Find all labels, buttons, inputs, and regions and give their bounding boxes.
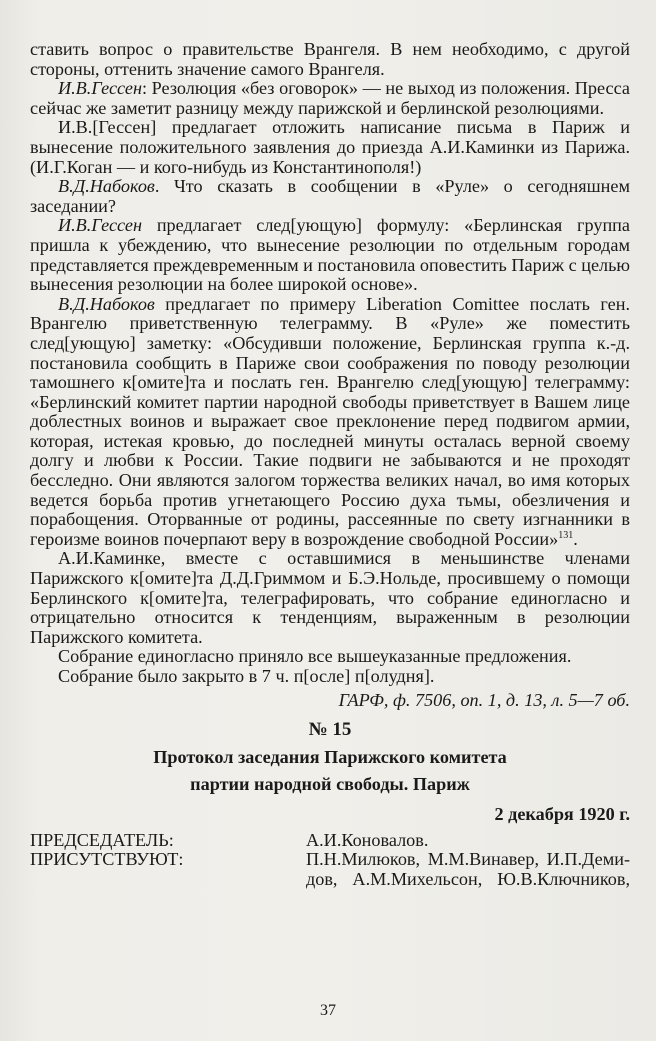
document-body [30, 40, 630, 889]
paragraph-text: предлагает по примеру Liberation Comittee послать ген. Врангелю приветственную телеграмму. В «Руле» же поместить след[ующую] заметку: «Обсудивши положение, Берлинская группа к.-д. постановила сообщить в Париже свои соображения по поводу резолюции тамошнего к[омите]та и послать ген. Врангелю след[ующую] телеграмму: «Берлинский комитет партии народной свободы приветствует в Вашем лице доблестных воинов и выражает свое преклонение перед подвигом армии, которая, истекая кровью, до последней минуты осталась верной своему долгу и любви к России. Такие подвиги не забываются и не проходят бесследно. Они являются залогом торжества великих начал, во имя которых ведется борьба против угнетающего Россию духа тьмы, обезличения и порабощения. Оторванные от родины, рассеянные по свету изгнанники в героизме воинов почерпают веру в возрождение свободной России» [30, 293, 630, 549]
paragraph-text: предлагает след[ующую] формулу: «Берлинская группа пришла к убеждению, что вынесение резолюции по отдельным городам представляется преждевременным и постановила оповестить Париж с целью вынесения резолюции на более широкой основе». [30, 215, 630, 295]
chairman-label: ПРЕДСЕДАТЕЛЬ: [30, 829, 174, 850]
chairman-row [30, 831, 630, 851]
paragraph-8: Собрание единогласно приняло все вышеуказанные предложения. [58, 646, 572, 667]
paragraph-6: В.Д.Набоков предлагает по примеру Liberation Comittee послать ген. Врангелю приветственную телеграмму. В «Руле» же поместить след[ующую] заметку: «Обсудивши положение, Берлинская группа к.-д. постановила сообщить в Париже свои соображения по поводу резолюции тамошнего к[омите]та и послать ген. Врангелю след[ующую] телеграмму: «Берлинский комитет партии народной свободы приветствует в Вашем лице доблестных воинов и выражает свое преклонение перед подвигом армии, которая, истекая кровью, до последней минуты осталась верной своему долгу и любви к России. Такие подвиги не забываются и не проходят бесследно. Они являются залогом торжества великих начал, во имя которых ведется борьба против угнетающего Россию духа тьмы, обезличения и порабощения. Оторванные от родины, рассеянные по свету изгнанники в героизме воинов почерпают веру в возрождение свободной России»$^{131}$. [30, 293, 630, 549]
speaker-name: И.В.Гессен [58, 215, 142, 236]
present-row-2 [30, 870, 630, 890]
present-row [30, 850, 630, 870]
document-date: 2 декабря 1920 г. [494, 803, 630, 824]
paragraph-3: И.В.[Гессен] предлагает отложить написание письма в Париж и вынесение положительного заявления до приезда А.И.Каминки из Парижа. (И.Г.Коган — и кого-нибудь из Константинополя!) [30, 117, 630, 177]
speaker-name: И.В.Гессен [58, 78, 142, 99]
document-title-line-1: Протокол заседания Парижского комитета [153, 746, 507, 767]
paragraph-5 [30, 216, 630, 294]
chairman-value: А.И.Коновалов. [306, 829, 429, 850]
paragraph-7: А.И.Каминке, вместе с оставшимися в меньшинстве членами Парижского к[омите]та Д.Д.Гриммом и Б.Э.Нольде, просившему о помощи Берлинского к[омите]та, телеграфировать, что собрание единогласно и отрицательно относится к тенденциям, выраженным в резолюции Парижского комитета. [30, 548, 630, 647]
paragraph-text: . Что сказать в сообщении в «Руле» о сегодняшнем заседании? [30, 176, 630, 216]
present-label: ПРИСУТСТВУЮТ: [30, 849, 184, 870]
document-title-line-2: партии народной свободы. Париж [190, 774, 470, 795]
paragraph-9: Собрание было закрыто в 7 ч. п[осле] п[олудня]. [58, 666, 435, 686]
page-number: 37 [320, 1002, 336, 1019]
document-number: № 15 [308, 719, 352, 741]
footnote-ref: 131 [558, 529, 574, 541]
speaker-name: В.Д.Набоков [58, 293, 155, 314]
paragraph-2 [30, 79, 630, 118]
archive-reference: ГАРФ, ф. 7506, оп. 1, д. 13, л. 5—7 об. [338, 689, 630, 710]
present-value-line-2: дов, А.М.Михельсон, Ю.В.Ключников, [306, 868, 630, 889]
speaker-name: В.Д.Набоков [58, 176, 155, 197]
paragraph-4 [30, 177, 630, 216]
paragraph-text: : Резолюция «без оговорок» — не выход из положения. Пресса сейчас же заметит разницу между парижской и берлинской резолюциями. [30, 78, 630, 118]
present-value-line-1: П.Н.Милюков, М.М.Винавер, И.П.Деми- [306, 849, 630, 870]
paragraph-1: ставить вопрос о правительстве Врангеля. В нем необходимо, с другой стороны, оттенить значение самого Врангеля. [30, 39, 630, 79]
